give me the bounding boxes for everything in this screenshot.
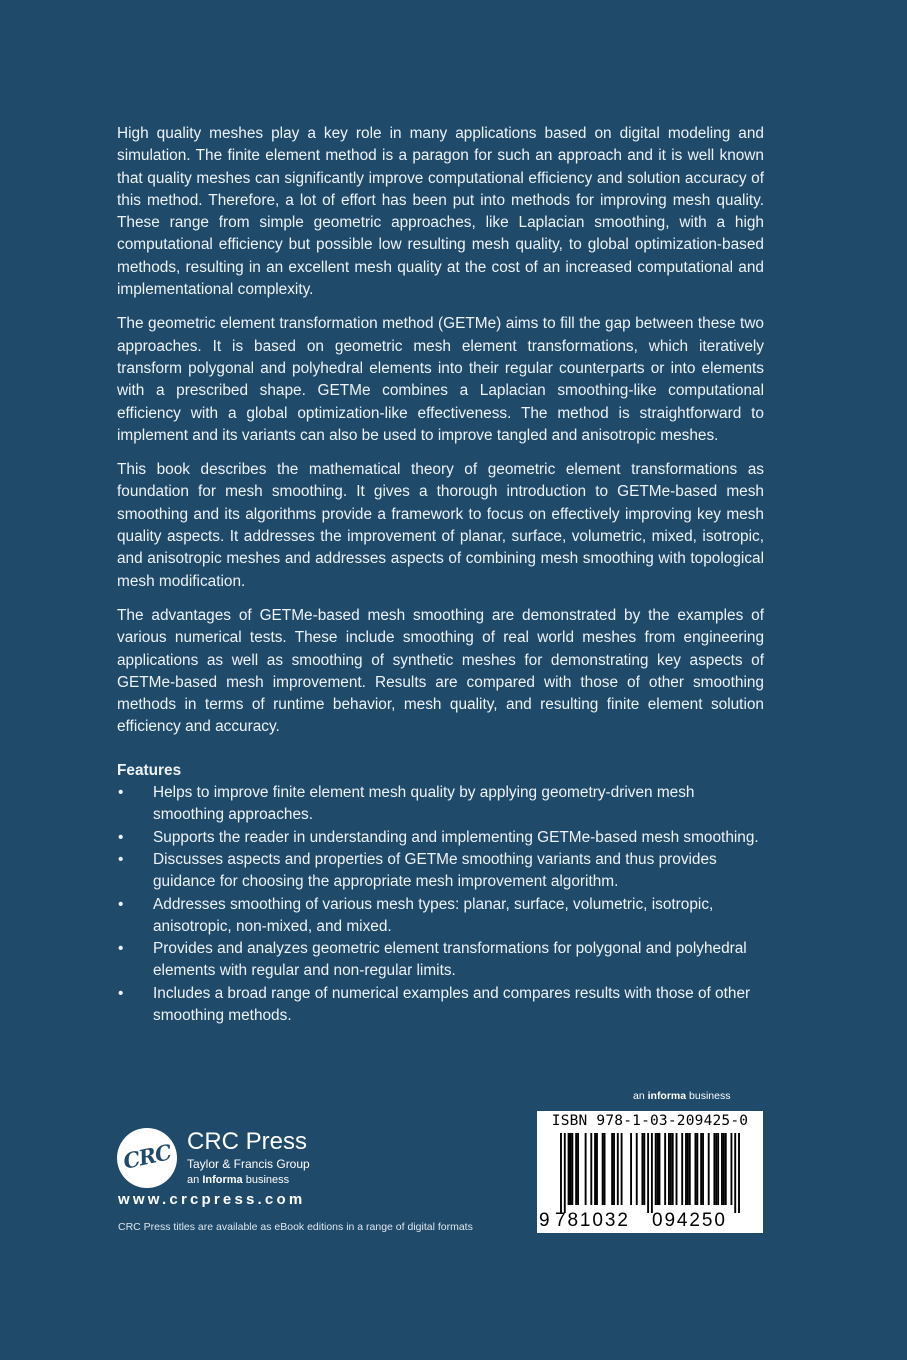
barcode-bar bbox=[585, 1133, 587, 1205]
barcode-bar bbox=[708, 1133, 710, 1205]
barcode-bar bbox=[717, 1133, 719, 1205]
bullet-icon: • bbox=[118, 895, 124, 913]
description-paragraph-2: The geometric element transformation method (GETMe) aims to fill the gap between these two approaches. It is based on geometric mesh element transformations, which iteratively transform polygonal and polyhedral elements into their regular counterparts or into elements with a prescribed shape. GETMe combines a Laplacian smoothing-like computational efficiency with a global optimization-like effectiveness. The method is straightforward to implement and its variants can also be used to improve tangled and anisotropic meshes. bbox=[117, 315, 764, 444]
barcode-bar bbox=[611, 1133, 613, 1205]
barcode-bar bbox=[575, 1133, 577, 1205]
crc-logo bbox=[117, 1128, 177, 1188]
barcode-bar bbox=[643, 1133, 645, 1205]
barcode-bar bbox=[604, 1133, 606, 1205]
barcode-bar bbox=[700, 1133, 702, 1205]
feature-item: • Includes a broad range of numerical examples and compares results with those of other smoothing methods. bbox=[118, 984, 751, 1024]
barcode-bar bbox=[655, 1133, 657, 1205]
feature-item: • Discusses aspects and properties of GETMe smoothing variants and thus provides guidance for choosing the appropriate mesh improvement algorithm. bbox=[118, 850, 717, 891]
barcode-bar bbox=[636, 1133, 638, 1205]
barcode-bar bbox=[676, 1133, 678, 1205]
barcode-bar bbox=[577, 1133, 579, 1205]
bullet-icon: • bbox=[118, 940, 124, 958]
barcode-bar bbox=[659, 1133, 661, 1205]
bullet-icon: • bbox=[118, 828, 124, 846]
feature-item: • Supports the reader in understanding and implementing GETMe-based mesh smoothing. bbox=[117, 827, 764, 849]
barcode-bar bbox=[668, 1133, 670, 1205]
barcode-bar bbox=[730, 1133, 732, 1205]
barcode-bar bbox=[702, 1133, 704, 1205]
barcode-bar bbox=[681, 1133, 683, 1205]
website-link[interactable]: www.crcpress.com bbox=[118, 1191, 306, 1208]
bullet-icon: • bbox=[118, 984, 124, 1002]
barcode-bar bbox=[560, 1133, 562, 1213]
barcode-bar bbox=[613, 1133, 615, 1205]
feature-item: • Addresses smoothing of various mesh types: planar, surface, volumetric, isotropic, anisotropic, non-mixed, and mixed. bbox=[118, 895, 714, 935]
back-cover-text bbox=[117, 123, 764, 1027]
barcode-bar bbox=[602, 1133, 604, 1205]
barcode-bar bbox=[630, 1133, 632, 1205]
barcode-bar bbox=[713, 1133, 715, 1205]
barcode-bar bbox=[596, 1133, 598, 1205]
description-paragraph-3: This book describes the mathematical theory of geometric element transformations as foundation for mesh smoothing. It gives a thorough introduction to GETMe-based mesh smoothing and its algorithms provide a framework to focus on effectively improving key mesh quality aspects. It addresses the improvement of planar, surface, volumetric, mixed, isotropic, and anisotropic meshes and addresses aspects of combining mesh smoothing with topological mesh modification. bbox=[117, 461, 764, 590]
publisher-block bbox=[187, 1128, 310, 1188]
ebook-note: CRC Press titles are available as eBook editions in a range of digital formats bbox=[118, 1221, 473, 1233]
barcode-bar bbox=[734, 1133, 736, 1213]
isbn-barcode: ISBN 978-1-03-209425-0 9 781032 094250 bbox=[537, 1111, 763, 1233]
feature-item: • Provides and analyzes geometric element transformations for polygonal and polyhedral elements with regular and non-regular limits. bbox=[118, 940, 747, 980]
bullet-icon: • bbox=[118, 784, 124, 802]
isbn-label: ISBN 978-1-03-209425-0 bbox=[551, 1113, 749, 1129]
description-paragraph-4: The advantages of GETMe-based mesh smoothing are demonstrated by the examples of various numerical tests. These include smoothing of real world meshes from engineering applications as well as smoothing of synthetic meshes for demonstrating key aspects of GETMe-based mesh improvement. Results are compared with those of other smoothing methods in terms of runtime behavior, mesh quality, and resulting finite element solution efficiency and accuracy. bbox=[117, 606, 764, 736]
barcode-bar bbox=[725, 1133, 727, 1205]
description-paragraph-1: High quality meshes play a key role in many applications based on digital modeling and simulation. The finite element method is a paragon for such an approach and it is well known that quality meshes can significantly improve computational efficiency and solution accuracy of this method. Therefore, a lot of effort has been put into methods for improving mesh quality. These range from simple geometric approaches, like Laplacian smoothing, with a high computational efficiency but possible low resulting mesh quality, to global optimization-based methods, resulting in an excellent mesh quality at the cost of an increased computational and implementational complexity. bbox=[117, 125, 764, 299]
barcode-bar bbox=[590, 1133, 592, 1205]
barcode-bar bbox=[670, 1133, 672, 1205]
barcode-bar bbox=[568, 1133, 570, 1205]
barcode-bar bbox=[715, 1133, 717, 1205]
barcode-bar bbox=[689, 1133, 691, 1205]
barcode-bar bbox=[641, 1133, 643, 1205]
barcode-bar bbox=[617, 1133, 619, 1205]
barcode-bar bbox=[695, 1133, 697, 1205]
barcode-bar bbox=[651, 1133, 653, 1213]
bullet-icon: • bbox=[118, 850, 124, 868]
barcode-bar bbox=[664, 1133, 666, 1205]
barcode-bar bbox=[657, 1133, 659, 1205]
features-heading: Features bbox=[117, 761, 182, 779]
barcode-bar bbox=[738, 1133, 740, 1213]
barcode-bar bbox=[696, 1133, 698, 1205]
features-list bbox=[117, 782, 764, 1027]
barcode-bar bbox=[570, 1133, 572, 1205]
barcode-bar bbox=[621, 1133, 623, 1205]
barcode-bar bbox=[594, 1133, 596, 1205]
barcode-bar bbox=[647, 1133, 649, 1213]
informa-business-tag: an informa business bbox=[633, 1090, 731, 1102]
barcode-bar bbox=[687, 1133, 689, 1205]
publisher-informa: an Informa business bbox=[187, 1174, 290, 1186]
barcode-bar bbox=[721, 1133, 723, 1205]
crc-logo-text: CRC bbox=[120, 1139, 174, 1174]
barcode-bar bbox=[723, 1133, 725, 1205]
publisher-group: Taylor & Francis Group bbox=[187, 1157, 310, 1171]
publisher-name: CRC Press bbox=[187, 1128, 308, 1155]
barcode-bar bbox=[571, 1133, 573, 1205]
feature-item: • Helps to improve finite element mesh quality by applying geometry-driven mesh smoothing approaches. bbox=[118, 784, 695, 824]
barcode-icon bbox=[543, 1133, 757, 1213]
barcode-bar bbox=[685, 1133, 687, 1205]
barcode-bar bbox=[564, 1133, 566, 1213]
barcode-bar bbox=[672, 1133, 674, 1205]
